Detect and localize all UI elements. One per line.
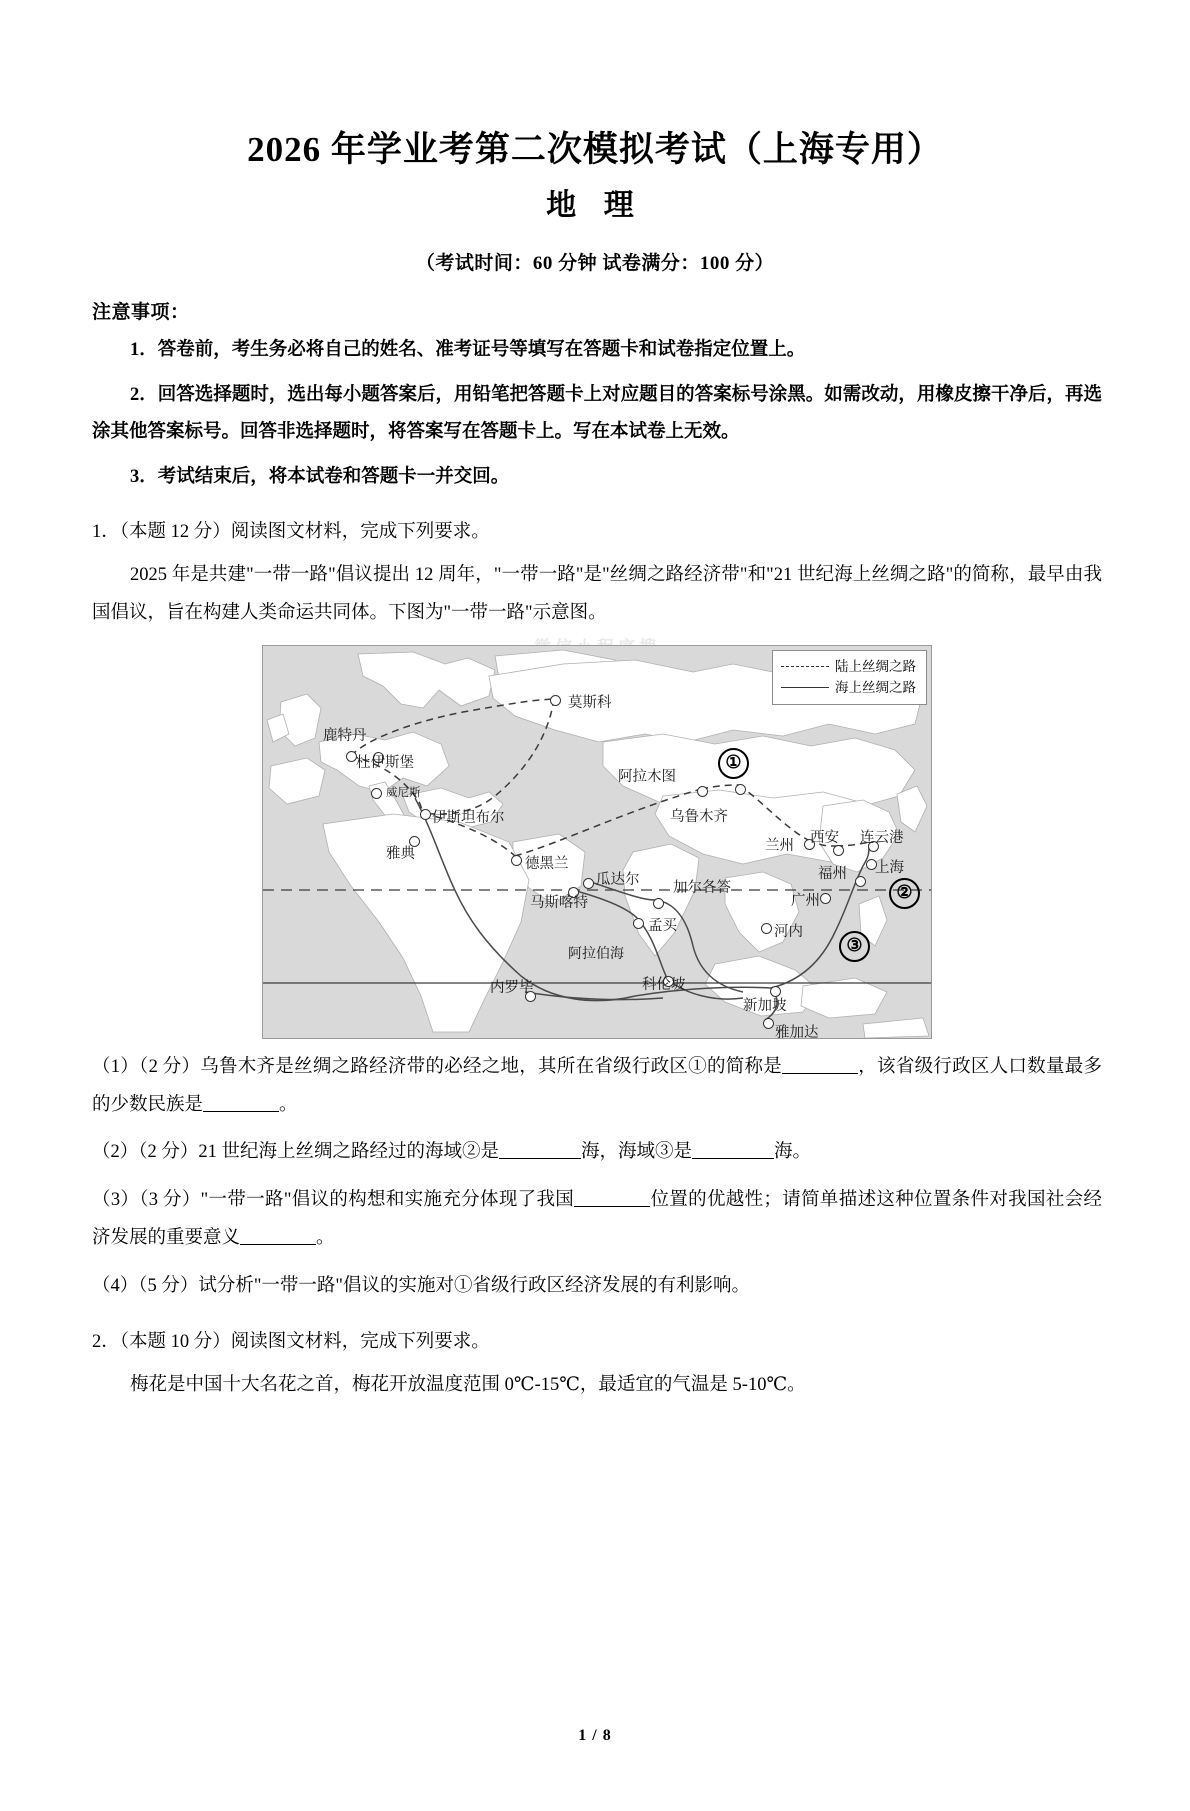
answer-blank-3a[interactable] (574, 1188, 650, 1208)
map-city-label: 威尼斯 (386, 786, 421, 799)
exam-info: （考试时间：60 分钟 试卷满分：100 分） (415, 252, 775, 274)
subject-title: 地 理 (546, 188, 644, 222)
map-city-label: 马斯喀特 (530, 894, 588, 911)
question-1-sub-2 (92, 1134, 1102, 1172)
question-1-paragraph: 2025 年是共建"一带一路"倡议提出 12 周年，"一带一路"是"丝绸之路经济带"和"21 世纪海上丝绸之路"的简称，最早由我国倡议，旨在构建人类命运共同体。下图为"一带一路"示意图。 (92, 564, 1102, 623)
map-city-label: 内罗毕 (490, 979, 534, 996)
exam-page (0, 128, 1190, 1811)
map-city-label: 莫斯科 (568, 694, 612, 711)
map-city-dot (633, 918, 644, 929)
map-city-dot (763, 1018, 774, 1029)
sub-2-suffix: 海。 (774, 1142, 812, 1163)
sub-1-suffix: 。 (279, 1094, 298, 1115)
map-city-label: 伊斯坦布尔 (432, 809, 505, 826)
dashed-line-icon (781, 666, 829, 668)
map-city-label: 鹿特丹 (323, 727, 367, 744)
map-city-label: 阿拉木图 (618, 768, 676, 785)
map-city-dot (583, 878, 594, 889)
map-city-label: 阿拉伯海 (568, 946, 624, 962)
map-city-label: 孟买 (648, 917, 677, 934)
notice-heading: 注意事项： (92, 301, 190, 323)
sub-1-mid: ，该省级行政区人口数量最多的少数民族是 (92, 1056, 1102, 1115)
question-1-sub-3 (92, 1182, 1102, 1258)
map-city-label: 新加坡 (743, 997, 787, 1014)
map-city-dot (855, 876, 866, 887)
sub-1-prefix: （1）（2 分）乌鲁木齐是丝绸之路经济带的必经之地，其所在省级行政区①的简称是 (92, 1056, 783, 1077)
answer-blank-2b[interactable] (692, 1140, 774, 1160)
answer-blank-3b[interactable] (240, 1226, 316, 1246)
sub-3-mid: 位置的优越性；请简单描述这种位置条件对我国社会经济发展的重要意义 (92, 1190, 1102, 1249)
map-city-dot (653, 898, 664, 909)
belt-and-road-map (262, 645, 932, 1039)
legend-label-sea: 海上丝绸之路 (835, 679, 916, 695)
answer-blank-2a[interactable] (499, 1140, 581, 1160)
notice-item-2: 2．回答选择题时，选出每小题答案后，用铅笔把答题卡上对应题目的答案标号涂黑。如需改动，用橡皮擦干净后，再选涂其他答案标号。回答非选择题时，将答案写在答题卡上。写在本试卷上无效。 (92, 384, 1102, 442)
map-city-dot (820, 893, 831, 904)
map-marker-1: ① (718, 748, 749, 779)
map-city-dot (735, 784, 746, 795)
map-city-dot (761, 923, 772, 934)
map-legend (772, 650, 927, 706)
map-marker-2: ② (889, 878, 920, 909)
question-1-sub-1 (92, 1049, 1102, 1125)
map-city-label: 科伦坡 (642, 976, 686, 993)
map-city-label: 德黑兰 (525, 855, 569, 872)
answer-blank-1a[interactable] (782, 1054, 858, 1074)
document-body (0, 297, 1190, 1405)
belt-and-road-figure (92, 645, 1102, 1039)
map-city-label: 福州 (818, 865, 847, 882)
legend-label-land: 陆上丝绸之路 (835, 658, 916, 674)
map-city-label: 上海 (875, 859, 904, 876)
map-city-dot (420, 809, 431, 820)
solid-line-icon (781, 687, 829, 689)
map-city-label: 雅典 (386, 845, 415, 862)
map-city-dot (697, 786, 708, 797)
map-city-label: 乌鲁木齐 (670, 808, 728, 825)
question-2-heading: 2．（本题 10 分）阅读图文材料，完成下列要求。 (92, 1332, 490, 1353)
question-1-heading: 1．（本题 12 分）阅读图文材料，完成下列要求。 (92, 521, 490, 542)
map-city-dot (511, 855, 522, 866)
page-title: 2026 年学业考第二次模拟考试（上海专用） (247, 130, 943, 169)
legend-row-land (781, 657, 916, 678)
map-city-dot (371, 788, 382, 799)
map-city-label: 雅加达 (775, 1024, 819, 1039)
map-city-label: 连云港 (860, 829, 904, 846)
map-city-label: 广州 (791, 892, 820, 909)
sub-2-mid: 海，海域③是 (581, 1142, 693, 1163)
map-marker-3: ③ (839, 931, 870, 962)
map-city-label: 瓜达尔 (596, 871, 640, 888)
sub-3-suffix: 。 (316, 1228, 335, 1249)
notice-item-3: 3．考试结束后，将本试卷和答题卡一并交回。 (130, 466, 510, 487)
sub-2-prefix: （2）（2 分）21 世纪海上丝绸之路经过的海域②是 (92, 1142, 500, 1163)
notice-item-1: 1．答卷前，考生务必将自己的姓名、准考证号等填写在答题卡和试卷指定位置上。 (130, 339, 806, 360)
map-city-label: 兰州 (765, 837, 794, 854)
map-city-label: 杜伊斯堡 (356, 754, 414, 771)
question-2-paragraph: 梅花是中国十大名花之首，梅花开放温度范围 0℃-15℃，最适宜的气温是 5-10℃。 (130, 1375, 806, 1396)
map-city-dot (550, 695, 561, 706)
answer-blank-1b[interactable] (203, 1092, 279, 1112)
page-number: 1 / 8 (578, 1727, 612, 1744)
legend-row-sea (781, 678, 916, 699)
map-city-label: 加尔各答 (673, 879, 731, 896)
sub-3-prefix: （3）（3 分）"一带一路"倡议的构想和实施充分体现了我国 (92, 1190, 575, 1211)
question-1-sub-4: （4）（5 分）试分析"一带一路"倡议的实施对①省级行政区经济发展的有利影响。 (92, 1276, 750, 1297)
map-city-label: 西安 (810, 829, 839, 846)
map-city-label: 河内 (774, 923, 803, 940)
